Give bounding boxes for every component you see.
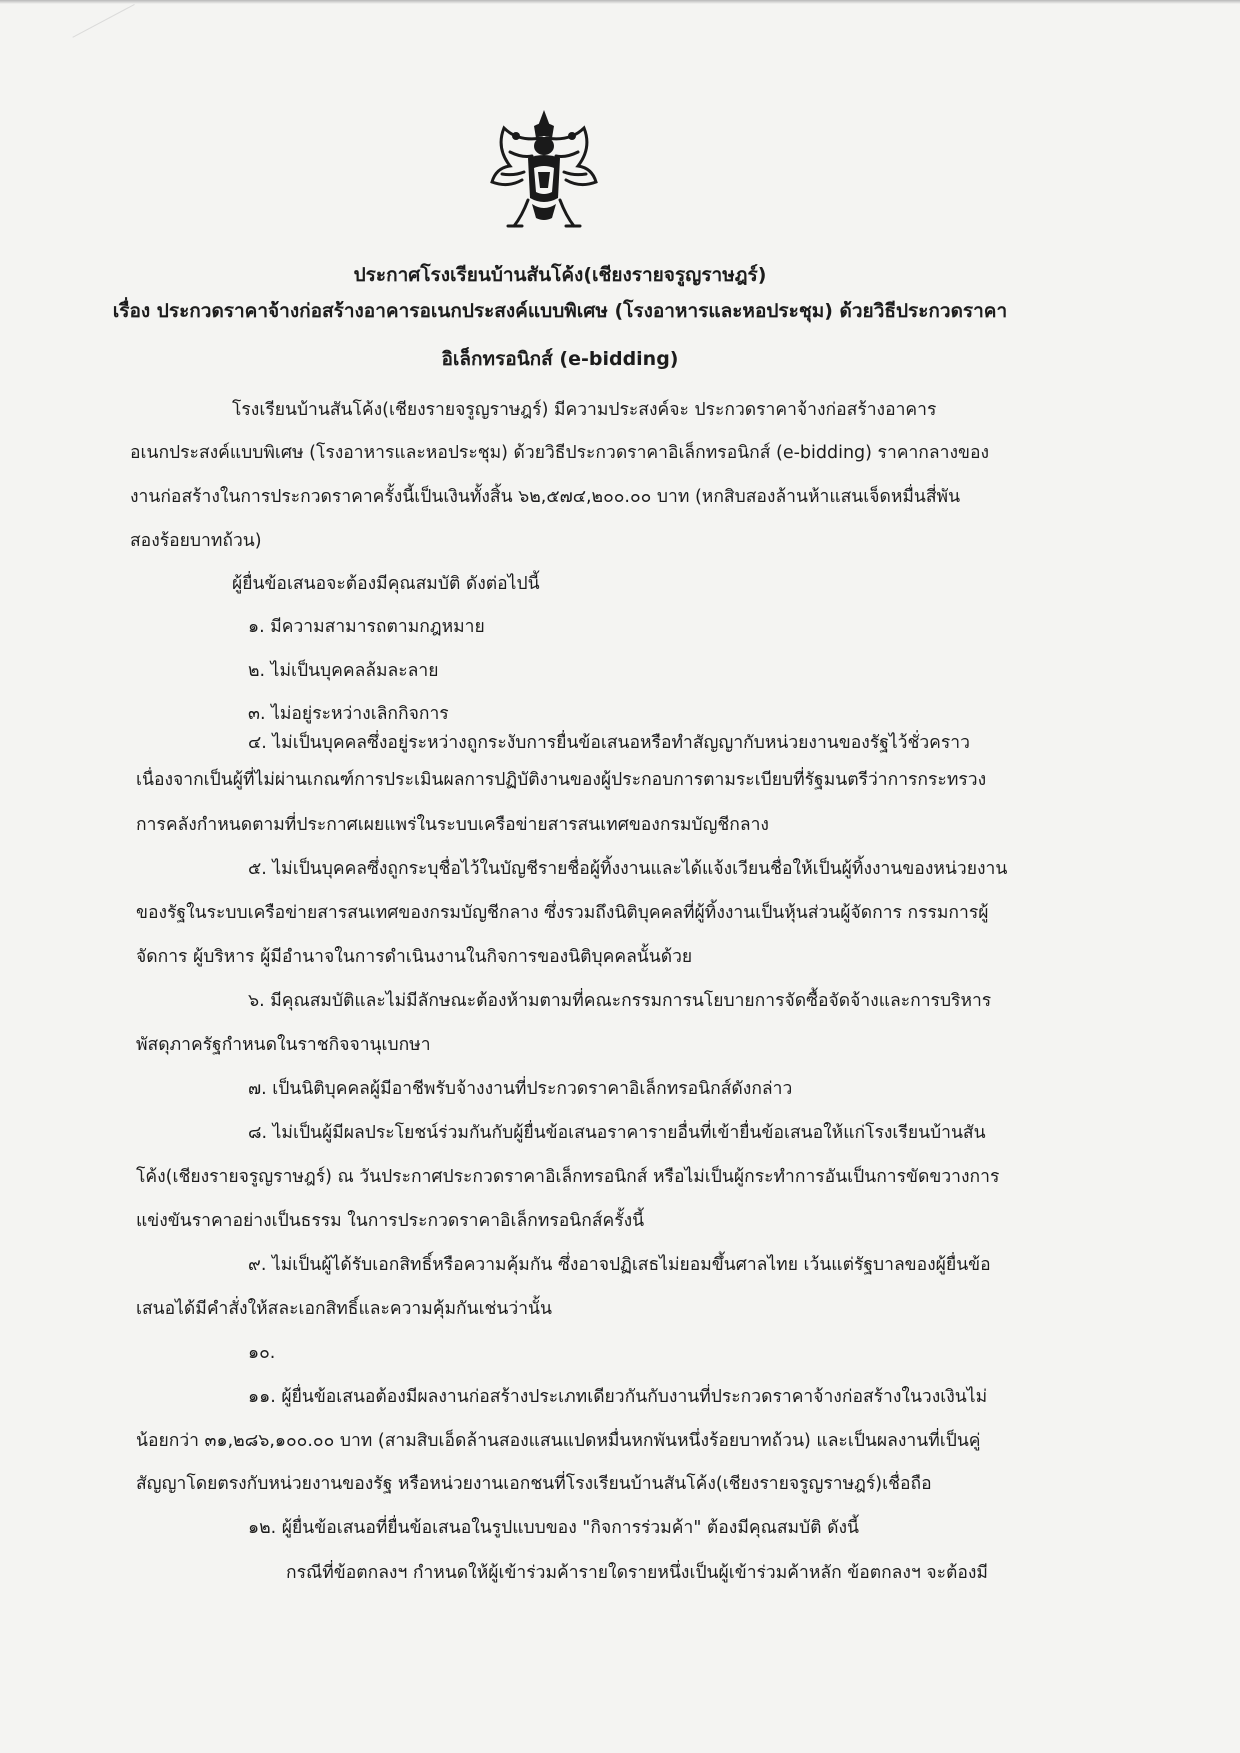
subject-title-cont: อิเล็กทรอนิกส์ (e-bidding) [441, 348, 679, 370]
body-line: อเนกประสงค์แบบพิเศษ (โรงอาหารและหอประชุม) ด้วยวิธีประกวดราคาอิเล็กทรอนิกส์ (e-bidding) ราคากลางของ [130, 443, 990, 463]
qualification-item: ๘. ไม่เป็นผู้มีผลประโยชน์ร่วมกันกับผู้ยื่นข้อเสนอราคารายอื่นที่เข้ายื่นข้อเสนอให้แก่โรงเรียนบ้านสัน [248, 1123, 986, 1143]
qualification-item: ๗. เป็นนิติบุคคลผู้มีอาชีพรับจ้างงานที่ประกวดราคาอิเล็กทรอนิกส์ดังกล่าว [248, 1079, 793, 1099]
qualification-item: ๖. มีคุณสมบัติและไม่มีลักษณะต้องห้ามตามที่คณะกรรมการนโยบายการจัดซื้อจัดจ้างและการบริหาร [248, 991, 992, 1011]
qualification-item: ๑๐. [248, 1343, 276, 1363]
qualification-item: ๙. ไม่เป็นผู้ได้รับเอกสิทธิ์หรือความคุ้มกัน ซึ่งอาจปฏิเสธไม่ยอมขึ้นศาลไทย เว้นแต่รัฐบาลของผู้ยื่นข้อ [248, 1255, 991, 1275]
qualification-cont: แข่งขันราคาอย่างเป็นธรรม ในการประกวดราคาอิเล็กทรอนิกส์ครั้งนี้ [136, 1211, 645, 1231]
qualification-cont: จัดการ ผู้บริหาร ผู้มีอำนาจในการดำเนินงานในกิจการของนิติบุคคลนั้นด้วย [136, 947, 693, 967]
qualification-cont: น้อยกว่า ๓๑,๒๘๖,๑๐๐.๐๐ บาท (สามสิบเอ็ดล้านสองแสนแปดหมื่นหกพันหนึ่งร้อยบาทถ้วน) และเป็นผลงานที่เป็นคู่ [136, 1431, 981, 1451]
garuda-emblem-icon [488, 108, 600, 238]
announcement-title: ประกาศโรงเรียนบ้านสันโค้ง(เชียงรายจรูญราษฎร์) [353, 264, 767, 286]
body-line: สองร้อยบาทถ้วน) [130, 531, 262, 551]
qualification-cont: กรณีที่ข้อตกลงฯ กำหนดให้ผู้เข้าร่วมค้ารายใดรายหนึ่งเป็นผู้เข้าร่วมค้าหลัก ข้อตกลงฯ จะต้องมี [286, 1563, 988, 1583]
qualification-item: ๒. ไม่เป็นบุคคลล้มละลาย [248, 661, 439, 681]
qualification-cont: การคลังกำหนดตามที่ประกาศเผยแพร่ในระบบเครือข่ายสารสนเทศของกรมบัญชีกลาง [136, 815, 769, 835]
qualification-cont: เนื่องจากเป็นผู้ที่ไม่ผ่านเกณฑ์การประเมินผลการปฏิบัติงานของผู้ประกอบการตามระเบียบที่รัฐมนตรีว่าการกระทรวง [136, 770, 987, 790]
qualification-cont: โค้ง(เชียงรายจรูญราษฎร์) ณ วันประกาศประกวดราคาอิเล็กทรอนิกส์ หรือไม่เป็นผู้กระทำการอันเป็นการขัดขวางการ [136, 1167, 1000, 1187]
qualification-item: ๕. ไม่เป็นบุคคลซึ่งถูกระบุชื่อไว้ในบัญชีรายชื่อผู้ทิ้งงานและได้แจ้งเวียนชื่อให้เป็นผู้ทิ้งงานของหน่วยงาน [248, 859, 1008, 879]
qualification-item: ๓. ไม่อยู่ระหว่างเลิกกิจการ [248, 704, 449, 724]
subject-title: เรื่อง ประกวดราคาจ้างก่อสร้างอาคารอเนกประสงค์แบบพิเศษ (โรงอาหารและหอประชุม) ด้วยวิธีประกวดราคา [112, 300, 1008, 322]
scan-border [0, 0, 1240, 4]
body-line: งานก่อสร้างในการประกวดราคาครั้งนี้เป็นเงินทั้งสิ้น ๖๒,๕๗๔,๒๐๐.๐๐ บาท (หกสิบสองล้านห้าแสนเจ็ดหมื่นสี่พัน [130, 487, 961, 507]
qualification-cont: พัสดุภาครัฐกำหนดในราชกิจจานุเบกษา [136, 1035, 431, 1055]
body-line: โรงเรียนบ้านสันโค้ง(เชียงรายจรูญราษฎร์) มีความประสงค์จะ ประกวดราคาจ้างก่อสร้างอาคาร [232, 400, 937, 420]
qualification-item: ๑๒. ผู้ยื่นข้อเสนอที่ยื่นข้อเสนอในรูปแบบของ "กิจการร่วมค้า" ต้องมีคุณสมบัติ ดังนี้ [248, 1518, 859, 1538]
qualification-cont: ของรัฐในระบบเครือข่ายสารสนเทศของกรมบัญชีกลาง ซึ่งรวมถึงนิติบุคคลที่ผู้ทิ้งงานเป็นหุ้นส่วนผู้จัดการ กรรมการผู้ [136, 903, 989, 923]
qualification-item: ๑๑. ผู้ยื่นข้อเสนอต้องมีผลงานก่อสร้างประเภทเดียวกันกับงานที่ประกวดราคาจ้างก่อสร้างในวงเงินไม่ [248, 1387, 988, 1407]
qualification-item: ๔. ไม่เป็นบุคคลซึ่งอยู่ระหว่างถูกระงับการยื่นข้อเสนอหรือทำสัญญากับหน่วยงานของรัฐไว้ชั่วคราว [248, 733, 970, 753]
qualification-cont: เสนอได้มีคำสั่งให้สละเอกสิทธิ์และความคุ้มกันเช่นว่านั้น [136, 1299, 552, 1319]
qualification-item: ๑. มีความสามารถตามกฎหมาย [248, 617, 485, 637]
qualification-intro: ผู้ยื่นข้อเสนอจะต้องมีคุณสมบัติ ดังต่อไปนี้ [232, 574, 540, 594]
qualification-cont: สัญญาโดยตรงกับหน่วยงานของรัฐ หรือหน่วยงานเอกชนที่โรงเรียนบ้านสันโค้ง(เชียงรายจรูญราษฎร์)เชื่อถือ [136, 1474, 932, 1494]
scan-mark [72, 4, 153, 73]
